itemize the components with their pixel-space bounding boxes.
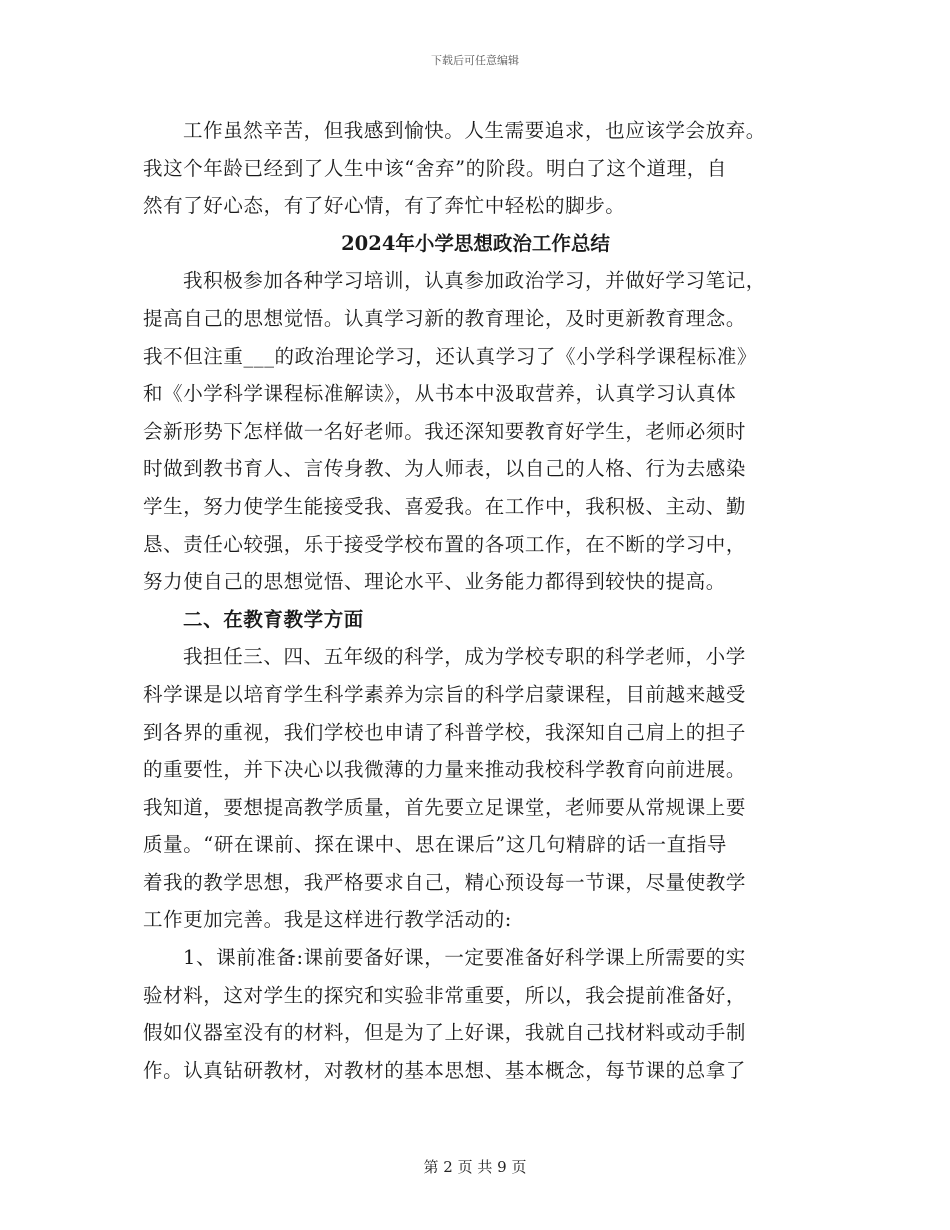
text-line: 假如仪器室没有的材料，但是为了上好课，我就自己找材料或动手制: [143, 1021, 747, 1045]
text-line: 着我的教学思想，我严格要求自己，精心预设每一节课，尽量使教学: [143, 870, 747, 894]
text-line: 1、课前准备:课前要备好课，一定要准备好科学课上所需要的实: [183, 946, 746, 970]
text-line: 恳、责任心较强，乐于接受学校布置的各项工作，在不断的学习中，: [143, 532, 747, 556]
text-line: 我积极参加各种学习培训，认真参加政治学习，并做好学习笔记，: [183, 269, 766, 293]
text-line: 和《小学科学课程标准解读》，从书本中汲取营养，认真学习认真体: [143, 382, 737, 406]
text-line: 我担任三、四、五年级的科学，成为学校专职的科学老师，小学: [183, 645, 746, 669]
text-line: 我这个年龄已经到了人生中该“舍弃”的阶段。明白了这个道理，自: [143, 156, 727, 180]
text-line: 质量。“研在课前、探在课中、思在课后”这几句精辟的话一直指导: [143, 833, 727, 857]
text-line: 我知道，要想提高教学质量，首先要立足课堂，老师要从常规课上要: [143, 795, 747, 819]
document-title: 2024年小学思想政治工作总结: [341, 231, 610, 255]
document-body: [143, 112, 808, 1089]
text-line: 提高自己的思想觉悟。认真学习新的教育理论，及时更新教育理念。: [143, 306, 747, 330]
text-line: 时做到教书育人、言传身教、为人师表，以自己的人格、行为去感染: [143, 457, 747, 481]
text-line: 努力使自己的思想觉悟、理论水平、业务能力都得到较快的提高。: [143, 570, 726, 594]
text-line: 然有了好心态，有了好心情，有了奔忙中轻松的脚步。: [143, 194, 626, 218]
text-line: 我不但注重___的政治理论学习，还认真学习了《小学科学课程标准》: [143, 344, 757, 368]
text-line: 的重要性，并下决心以我微薄的力量来推动我校科学教育向前进展。: [143, 758, 747, 782]
text-line: 到各界的重视，我们学校也申请了科普学校，我深知自己肩上的担子: [143, 720, 747, 744]
text-line: 验材料，这对学生的探究和实验非常重要，所以，我会提前准备好，: [143, 983, 747, 1007]
text-line: 学生，努力使学生能接受我、喜爱我。在工作中，我积极、主动、勤: [143, 494, 747, 518]
text-line: 会新形势下怎样做一名好老师。我还深知要教育好学生，老师必须时: [143, 419, 747, 443]
text-line: 科学课是以培育学生科学素养为宗旨的科学启蒙课程，目前越来越受: [143, 682, 747, 706]
text-line: 工作更加完善。我是这样进行教学活动的:: [143, 908, 512, 932]
page-footer: 第 2 页 共 9 页: [423, 1158, 527, 1176]
text-line: 作。认真钻研教材，对教材的基本思想、基本概念，每节课的总拿了: [143, 1058, 747, 1082]
page-header: 下载后可任意编辑: [431, 54, 519, 67]
text-line: 工作虽然辛苦，但我感到愉快。人生需要追求，也应该学会放弃。: [183, 119, 766, 142]
section-heading: 二、在教育教学方面: [183, 607, 364, 631]
